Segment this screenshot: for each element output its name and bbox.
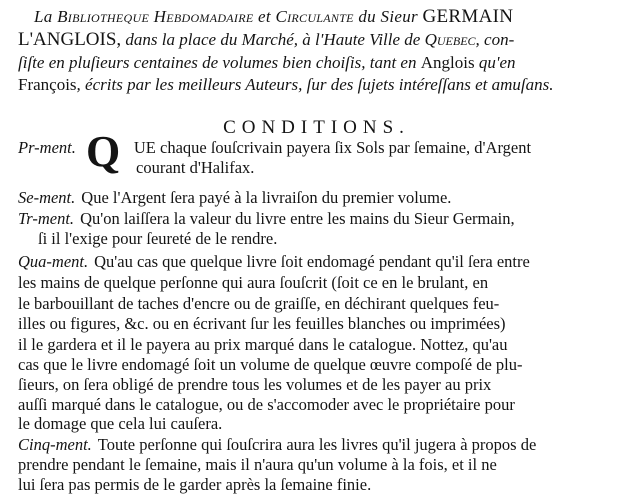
library-name: Bibliotheque Hebdomadaire [57,7,254,26]
clause-4-line-1: Qua-ment. Qu'au cas que quelque livre ſoit endomagé pendant qu'il ſera entre [18,252,530,271]
clause-1-line-1: Pr-ment. UE chaque ſouſcrivain payera ſix Sols par ſemaine, d'Argent [18,138,532,157]
clause-4-line-2: les mains de quelque perſonne qui aura ſouſcrit (ſoit ce en le brulant, en [18,273,489,292]
header-line-4: François, écrits par les meilleurs Auteurs, ſur des ſujets intéreſſans et amuſans. [18,75,554,94]
clause-label: Se-ment. [18,188,76,207]
header-line-1: La Bibliotheque Hebdomadaire et Circulante du Sieur GERMAIN [34,6,514,27]
header-line-3: ſiſte en pluſieurs centaines de volumes bien choiſis, tant en Anglois qu'en [18,53,516,72]
clause-4-line-8: auſſi marqué dans le catalogue, ou de s'accomoder avec le propriétaire pour [18,395,515,414]
owner-name: L'ANGLOIS, [18,29,122,50]
clause-4-line-6: cas que le livre endomagé ſoit un volume de quelque œuvre compoſé de plu- [18,355,523,374]
clause-4-line-9: le domage que cela lui cauſera. [18,414,223,433]
header-line-2: L'ANGLOIS, dans la place du Marché, à l'Haute Ville de Quebec, con- [18,29,515,50]
clause-label: Pr-ment. [18,138,76,157]
clause-4-line-7: ſieurs, on ſera obligé de prendre tous les volumes et de les payer au prix [18,375,492,394]
drop-cap-q: Q [86,127,121,176]
clause-5-line-3: lui ſera pas permis de le garder après la ſemaine finie. [18,475,372,494]
clause-4-line-3: le barbouillant de taches d'encre ou de graiſſe, en déchirant quelques feu- [18,294,500,313]
clause-2-line-1: Se-ment. Que l'Argent ſera payé à la livraiſon du premier volume. [18,188,452,207]
clause-3-line-1: Tr-ment. Qu'on laiſſera la valeur du livre entre les mains du Sieur Germain, [18,209,515,228]
owner-surname: GERMAIN [422,6,514,27]
clause-1-line-2: courant d'Halifax. [136,158,255,177]
clause-label: Qua-ment. [18,252,89,271]
clause-label: Tr-ment. [18,209,75,228]
clause-label: Cinq-ment. [18,435,92,454]
clause-3-line-2: ſi il l'exige pour ſeureté de le rendre. [38,229,278,248]
clause-5-line-1: Cinq-ment. Toute perſonne qui ſouſcrira aura les livres qu'il jugera à propos de [18,435,537,454]
clause-5-line-2: prendre pendant le ſemaine, mais il n'aura qu'un volume à la fois, et il ne [18,455,497,474]
clause-4-line-5: il le gardera et il le payera au prix marqué dans le catalogue. Nottez, qu'au [18,335,508,354]
clause-4-line-4: illes ou figures, &c. ou en écrivant ſur les feuilles blanches ou imprimées) [18,314,506,333]
conditions-title: CONDITIONS. [223,117,410,138]
